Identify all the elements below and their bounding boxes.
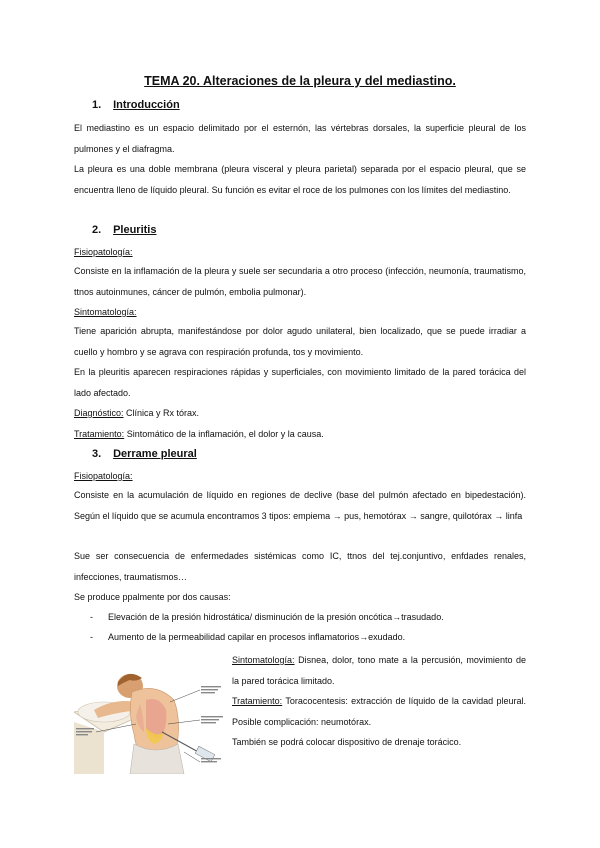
bullet-text: Elevación de la presión hidrostática/ disminución de la presión oncótica→trasudado. (108, 612, 444, 622)
tratamiento-text: Toracocentesis: extracción de líquido de la cavidad pleural. Posible complicación: neumotórax. (232, 696, 526, 727)
label-tratamiento: Tratamiento: (232, 696, 283, 706)
paragraph: En la pleuritis aparecen respiraciones rápidas y superficiales, con movimiento limitado de la pared torácica del lado afectado. (74, 367, 526, 398)
sintomatologia-text: Disnea, dolor, tono mate a la percusión, movimiento de la pared torácica limitado. (232, 655, 526, 686)
section-heading-introduccion (92, 99, 180, 111)
diagnostico-line (74, 403, 526, 424)
section-number: 1. (92, 99, 102, 111)
subheading-fisiopatologia: Fisiopatología: (74, 471, 133, 481)
paragraph: Se produce ppalmente por dos causas: (74, 592, 231, 602)
paragraph: El mediastino es un espacio delimitado por el esternón, las vértebras dorsales, la superficie pleural de los pulmones y el diafragma. (74, 123, 526, 154)
paragraph: También se podrá colocar dispositivo de drenaje torácico. (232, 737, 462, 747)
paragraph: La pleura es una doble membrana (pleura visceral y pleura parietal) separada por el espacio pleural, que se encuentra lleno de líquido pleural. Su función es evitar el roce de los pulmones con los límites del mediastino. (74, 164, 526, 195)
section-title: Introducción (113, 99, 180, 111)
tratamiento-line (232, 691, 526, 732)
paragraph: Tiene aparición abrupta, manifestándose por dolor agudo unilateral, bien localizado, que se puede irradiar a cuello y hombro y se agrava con respiración profunda, tos y movimiento. (74, 326, 526, 357)
section-heading-derrame-pleural (92, 448, 197, 460)
bullet-item: - Aumento de la permeabilidad capilar en procesos inflamatorios→exudado. (90, 632, 406, 642)
paragraph: Sue ser consecuencia de enfermedades sistémicas como IC, ttnos del tej.conjuntivo, enfdades renales, infecciones, traumatismos… (74, 551, 526, 582)
tratamiento-text: Sintomático de la inflamación, el dolor y la causa. (124, 429, 324, 439)
label-diagnostico: Diagnóstico: (74, 408, 124, 418)
subheading-fisiopatologia: Fisiopatología: (74, 247, 133, 257)
diagnostico-text: Clínica y Rx tórax. (123, 408, 200, 418)
section-title: Pleuritis (113, 224, 157, 236)
bullet-item: - Elevación de la presión hidrostática/ disminución de la presión oncótica→trasudado. (90, 612, 444, 622)
section-title: Derrame pleural (113, 448, 197, 460)
label-tratamiento: Tratamiento: (74, 429, 125, 439)
subheading-sintomatologia: Sintomatología: (74, 307, 137, 317)
tratamiento-line (74, 424, 526, 445)
document-title: TEMA 20. Alteraciones de la pleura y del mediastino. (144, 74, 456, 88)
section-heading-pleuritis (92, 224, 156, 236)
paragraph: Consiste en la acumulación de líquido en regiones de declive (base del pulmón afectado en bipedestación). Según el líquido que se acumula encontramos 3 tipos: empiema → pus, hemotórax → sangre, quilotórax → linfa (74, 490, 526, 521)
section-number: 2. (92, 224, 102, 236)
paragraph: Consiste en la inflamación de la pleura y suele ser secundaria a otro proceso (infección, neumonía, traumatismo, ttnos autoinmunes, cáncer de pulmón, embolia pulmonar). (74, 266, 526, 297)
label-sintomatologia: Sintomatología: (232, 655, 295, 665)
section-number: 3. (92, 448, 102, 460)
thoracentesis-illustration (74, 652, 224, 774)
bullet-text: Aumento de la permeabilidad capilar en procesos inflamatorios→exudado. (108, 632, 406, 642)
sintomatologia-line (232, 650, 526, 691)
